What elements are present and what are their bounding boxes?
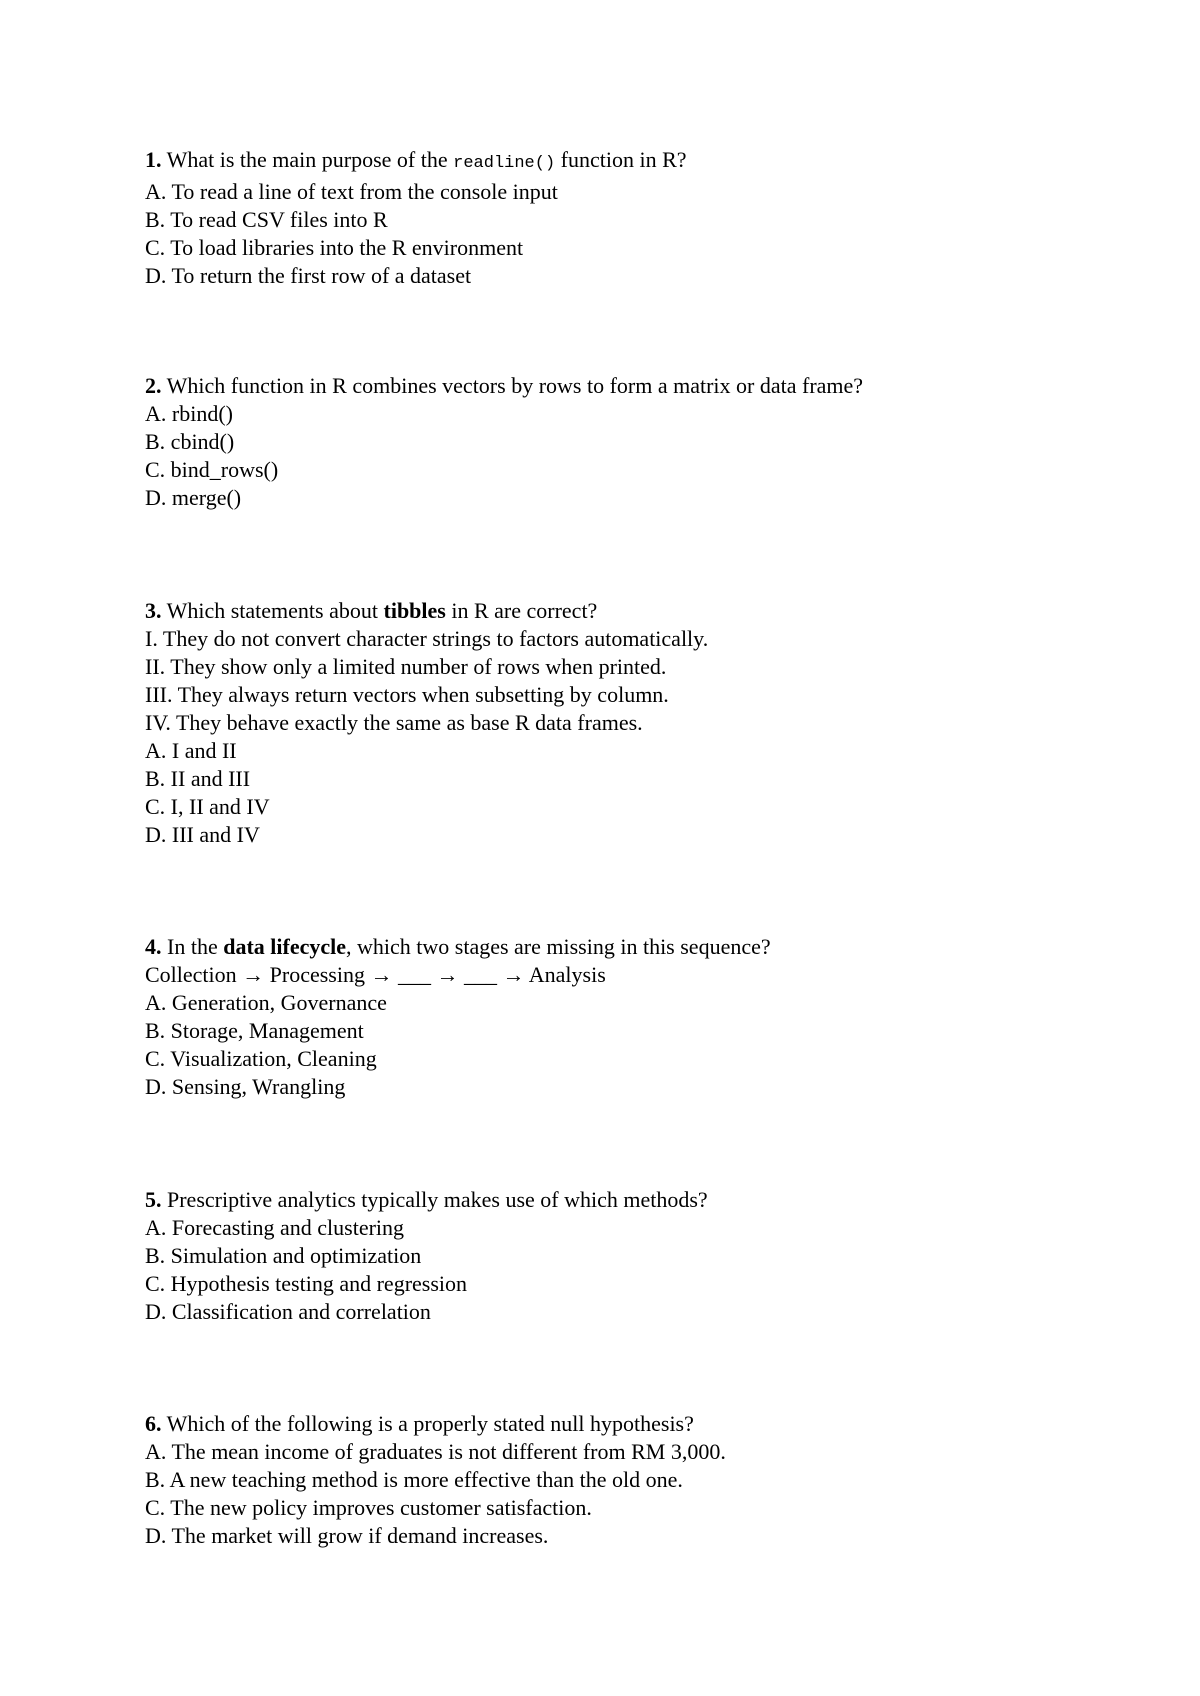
- prompt-text: function in R?: [555, 147, 687, 172]
- statement-ii: II. They show only a limited number of rows when printed.: [145, 654, 667, 679]
- inline-code: readline(): [453, 154, 556, 173]
- option-a: A. To read a line of text from the console input: [145, 179, 558, 204]
- option-c: C. To load libraries into the R environment: [145, 235, 524, 260]
- option-d: D. Classification and correlation: [145, 1299, 431, 1324]
- option-c: C. Visualization, Cleaning: [145, 1046, 377, 1071]
- question-1-prompt: [145, 146, 1145, 178]
- option-d: D. merge(): [145, 485, 242, 510]
- question-6-prompt: [145, 1410, 1145, 1438]
- option-a: A. rbind(): [145, 401, 233, 426]
- question-3: [145, 597, 1145, 849]
- question-4-prompt: [145, 933, 1145, 961]
- question-3-prompt: [145, 597, 1145, 625]
- option-d: D. To return the first row of a dataset: [145, 263, 472, 288]
- lifecycle-sequence: Collection → Processing → ___ → ___ → Analysis: [145, 962, 606, 987]
- option-c: C. Hypothesis testing and regression: [145, 1271, 468, 1296]
- question-number: 3.: [145, 598, 162, 623]
- option-a: A. I and II: [145, 738, 237, 763]
- keyword: data lifecycle: [223, 934, 346, 959]
- option-b: B. cbind(): [145, 429, 235, 454]
- question-number: 5.: [145, 1187, 162, 1212]
- question-number: 6.: [145, 1411, 162, 1436]
- statement-i: I. They do not convert character strings to factors automatically.: [145, 626, 709, 651]
- question-5: [145, 1186, 1145, 1326]
- question-1: [145, 146, 1145, 290]
- question-number: 4.: [145, 934, 162, 959]
- option-b: B. To read CSV files into R: [145, 207, 388, 232]
- option-d: D. III and IV: [145, 822, 260, 847]
- option-b: B. II and III: [145, 766, 251, 791]
- option-d: D. The market will grow if demand increases.: [145, 1523, 549, 1548]
- question-number: 2.: [145, 373, 162, 398]
- option-c: C. I, II and IV: [145, 794, 270, 819]
- question-2: [145, 372, 1145, 512]
- option-a: A. The mean income of graduates is not different from RM 3,000.: [145, 1439, 726, 1464]
- prompt-text: Which statements about: [161, 598, 384, 623]
- option-d: D. Sensing, Wrangling: [145, 1074, 346, 1099]
- option-b: B. Simulation and optimization: [145, 1243, 422, 1268]
- question-4: [145, 933, 1145, 1101]
- prompt-text: in R are correct?: [445, 598, 598, 623]
- prompt-text: In the: [161, 934, 224, 959]
- option-c: C. bind_rows(): [145, 457, 279, 482]
- prompt-text: , which two stages are missing in this sequence?: [346, 934, 771, 959]
- question-2-prompt: [145, 372, 1145, 400]
- prompt-text: Prescriptive analytics typically makes use of which methods?: [161, 1187, 708, 1212]
- option-b: B. Storage, Management: [145, 1018, 364, 1043]
- question-6: [145, 1410, 1145, 1550]
- statement-iii: III. They always return vectors when subsetting by column.: [145, 682, 669, 707]
- prompt-text: Which function in R combines vectors by rows to form a matrix or data frame?: [161, 373, 864, 398]
- question-5-prompt: [145, 1186, 1145, 1214]
- prompt-text: Which of the following is a properly stated null hypothesis?: [161, 1411, 694, 1436]
- option-a: A. Forecasting and clustering: [145, 1215, 405, 1240]
- option-a: A. Generation, Governance: [145, 990, 387, 1015]
- option-b: B. A new teaching method is more effective than the old one.: [145, 1467, 683, 1492]
- statement-iv: IV. They behave exactly the same as base R data frames.: [145, 710, 643, 735]
- option-c: C. The new policy improves customer satisfaction.: [145, 1495, 592, 1520]
- prompt-text: What is the main purpose of the: [161, 147, 454, 172]
- keyword: tibbles: [383, 598, 446, 623]
- question-number: 1.: [145, 147, 162, 172]
